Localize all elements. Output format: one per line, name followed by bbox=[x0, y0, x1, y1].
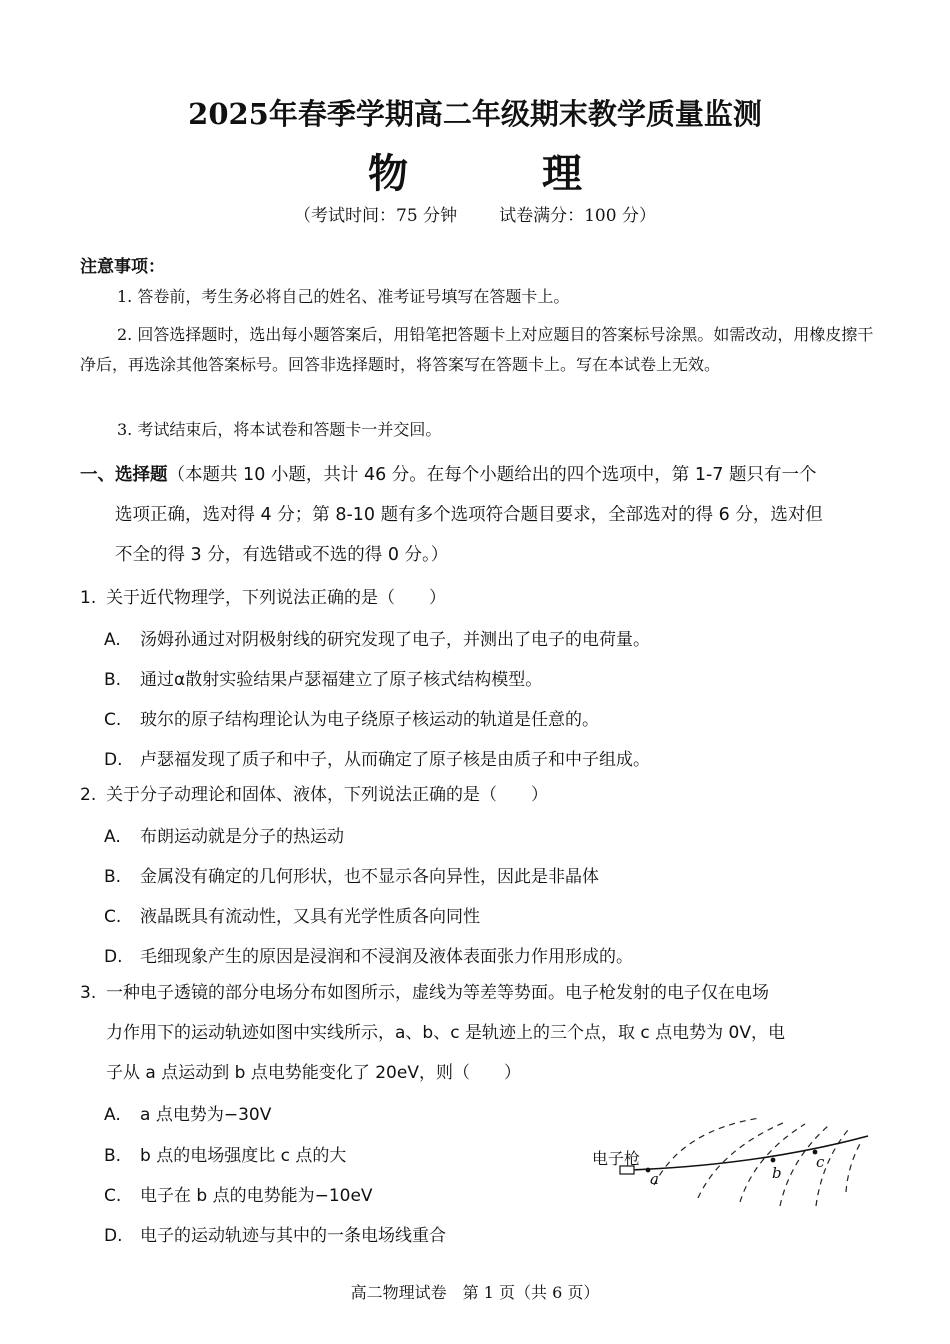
exam-info bbox=[0, 201, 950, 226]
question-1 bbox=[80, 578, 880, 618]
question-stem: 一种电子透镜的部分电场分布如图所示，虚线为等差等势面。电子枪发射的电子仅在电场 bbox=[106, 983, 769, 1003]
point-b-label: b bbox=[772, 1164, 782, 1182]
exam-time: （考试时间：75 分钟 bbox=[294, 206, 458, 226]
q3-option-a: A. a 点电势为−30V bbox=[104, 1105, 272, 1125]
question-number: 1. bbox=[80, 588, 97, 608]
full-score: 试卷满分：100 分） bbox=[499, 206, 656, 226]
equipotential-line bbox=[846, 1140, 862, 1192]
exam-title: 2025年春季学期高二年级期末教学质量监测 bbox=[188, 97, 762, 131]
q2-option-d: D. 毛细现象产生的原因是浸润和不浸润及液体表面张力作用形成的。 bbox=[104, 947, 633, 967]
q2-option-a: A. 布朗运动就是分子的热运动 bbox=[104, 827, 344, 847]
q1-option-d: D. 卢瑟福发现了质子和中子，从而确定了原子核是由质子和中子组成。 bbox=[104, 750, 650, 770]
section-desc-1: （本题共 10 小题，共计 46 分。在每个小题给出的四个选项中，第 1-7 题只有一个 bbox=[167, 465, 817, 485]
notice-item-3: 3. 考试结束后，将本试卷和答题卡一并交回。 bbox=[117, 420, 442, 439]
q1-option-c: C. 玻尔的原子结构理论认为电子绕原子核运动的轨道是任意的。 bbox=[104, 710, 599, 730]
section-heading bbox=[80, 455, 885, 575]
electron-lens-diagram bbox=[590, 1110, 880, 1220]
question-stem-line3: 子从 a 点运动到 b 点电势能变化了 20eV，则（ ） bbox=[106, 1063, 521, 1083]
section-desc-3: 不全的得 3 分，有选错或不选的得 0 分。） bbox=[115, 545, 449, 565]
q1-option-b: B. 通过α散射实验结果卢瑟福建立了原子核式结构模型。 bbox=[104, 670, 543, 690]
notice-heading: 注意事项： bbox=[80, 257, 165, 277]
section-number: 一、 bbox=[80, 465, 115, 485]
q3-option-d: D. 电子的运动轨迹与其中的一条电场线重合 bbox=[104, 1226, 446, 1246]
electron-lens-figure bbox=[590, 1110, 880, 1220]
subject-title: 物 理 bbox=[368, 150, 642, 197]
section-desc-2: 选项正确，选对得 4 分；第 8-10 题有多个选项符合题目要求，全部选对的得 6 分，选对但 bbox=[115, 505, 823, 525]
notice-item-1: 1. 答卷前，考生务必将自己的姓名、准考证号填写在答题卡上。 bbox=[117, 287, 570, 306]
equipotential-line bbox=[654, 1118, 760, 1185]
section-name: 选择题 bbox=[115, 465, 168, 485]
point-c-label: c bbox=[816, 1153, 825, 1171]
q2-option-b: B. 金属没有确定的几何形状，也不显示各向异性，因此是非晶体 bbox=[104, 867, 599, 887]
page-footer: 高二物理试卷 第 1 页（共 6 页） bbox=[350, 1283, 600, 1302]
question-3 bbox=[80, 973, 880, 1093]
q2-option-c: C. 液晶既具有流动性，又具有光学性质各向同性 bbox=[104, 907, 480, 927]
question-number: 3. bbox=[80, 983, 97, 1003]
point-a-label: a bbox=[650, 1170, 659, 1188]
notice-item-2: 2. 回答选择题时，选出每小题答案后，用铅笔把答题卡上对应题目的答案标号涂黑。如需改动，用橡皮擦干净后，再选涂其他答案标号。回答非选择题时，将答案写在答题卡上。写在本试卷上无效。 bbox=[80, 325, 874, 374]
q1-option-a: A. 汤姆孙通过对阴极射线的研究发现了电子，并测出了电子的电荷量。 bbox=[104, 630, 650, 650]
question-stem-line2: 力作用下的运动轨迹如图中实线所示，a、b、c 是轨迹上的三个点，取 c 点电势为 0V，电 bbox=[106, 1023, 785, 1043]
q3-option-b: B. b 点的电场强度比 c 点的大 bbox=[104, 1146, 347, 1166]
question-number: 2. bbox=[80, 785, 97, 805]
gun-label: 电子枪 bbox=[592, 1149, 641, 1168]
q3-option-c: C. 电子在 b 点的电势能为−10eV bbox=[104, 1186, 373, 1206]
point-b-marker bbox=[771, 1158, 776, 1163]
question-stem: 关于分子动理论和固体、液体，下列说法正确的是（ ） bbox=[106, 785, 548, 805]
question-stem: 关于近代物理学，下列说法正确的是（ ） bbox=[106, 588, 446, 608]
question-2 bbox=[80, 775, 880, 815]
equipotential-line bbox=[740, 1124, 805, 1202]
